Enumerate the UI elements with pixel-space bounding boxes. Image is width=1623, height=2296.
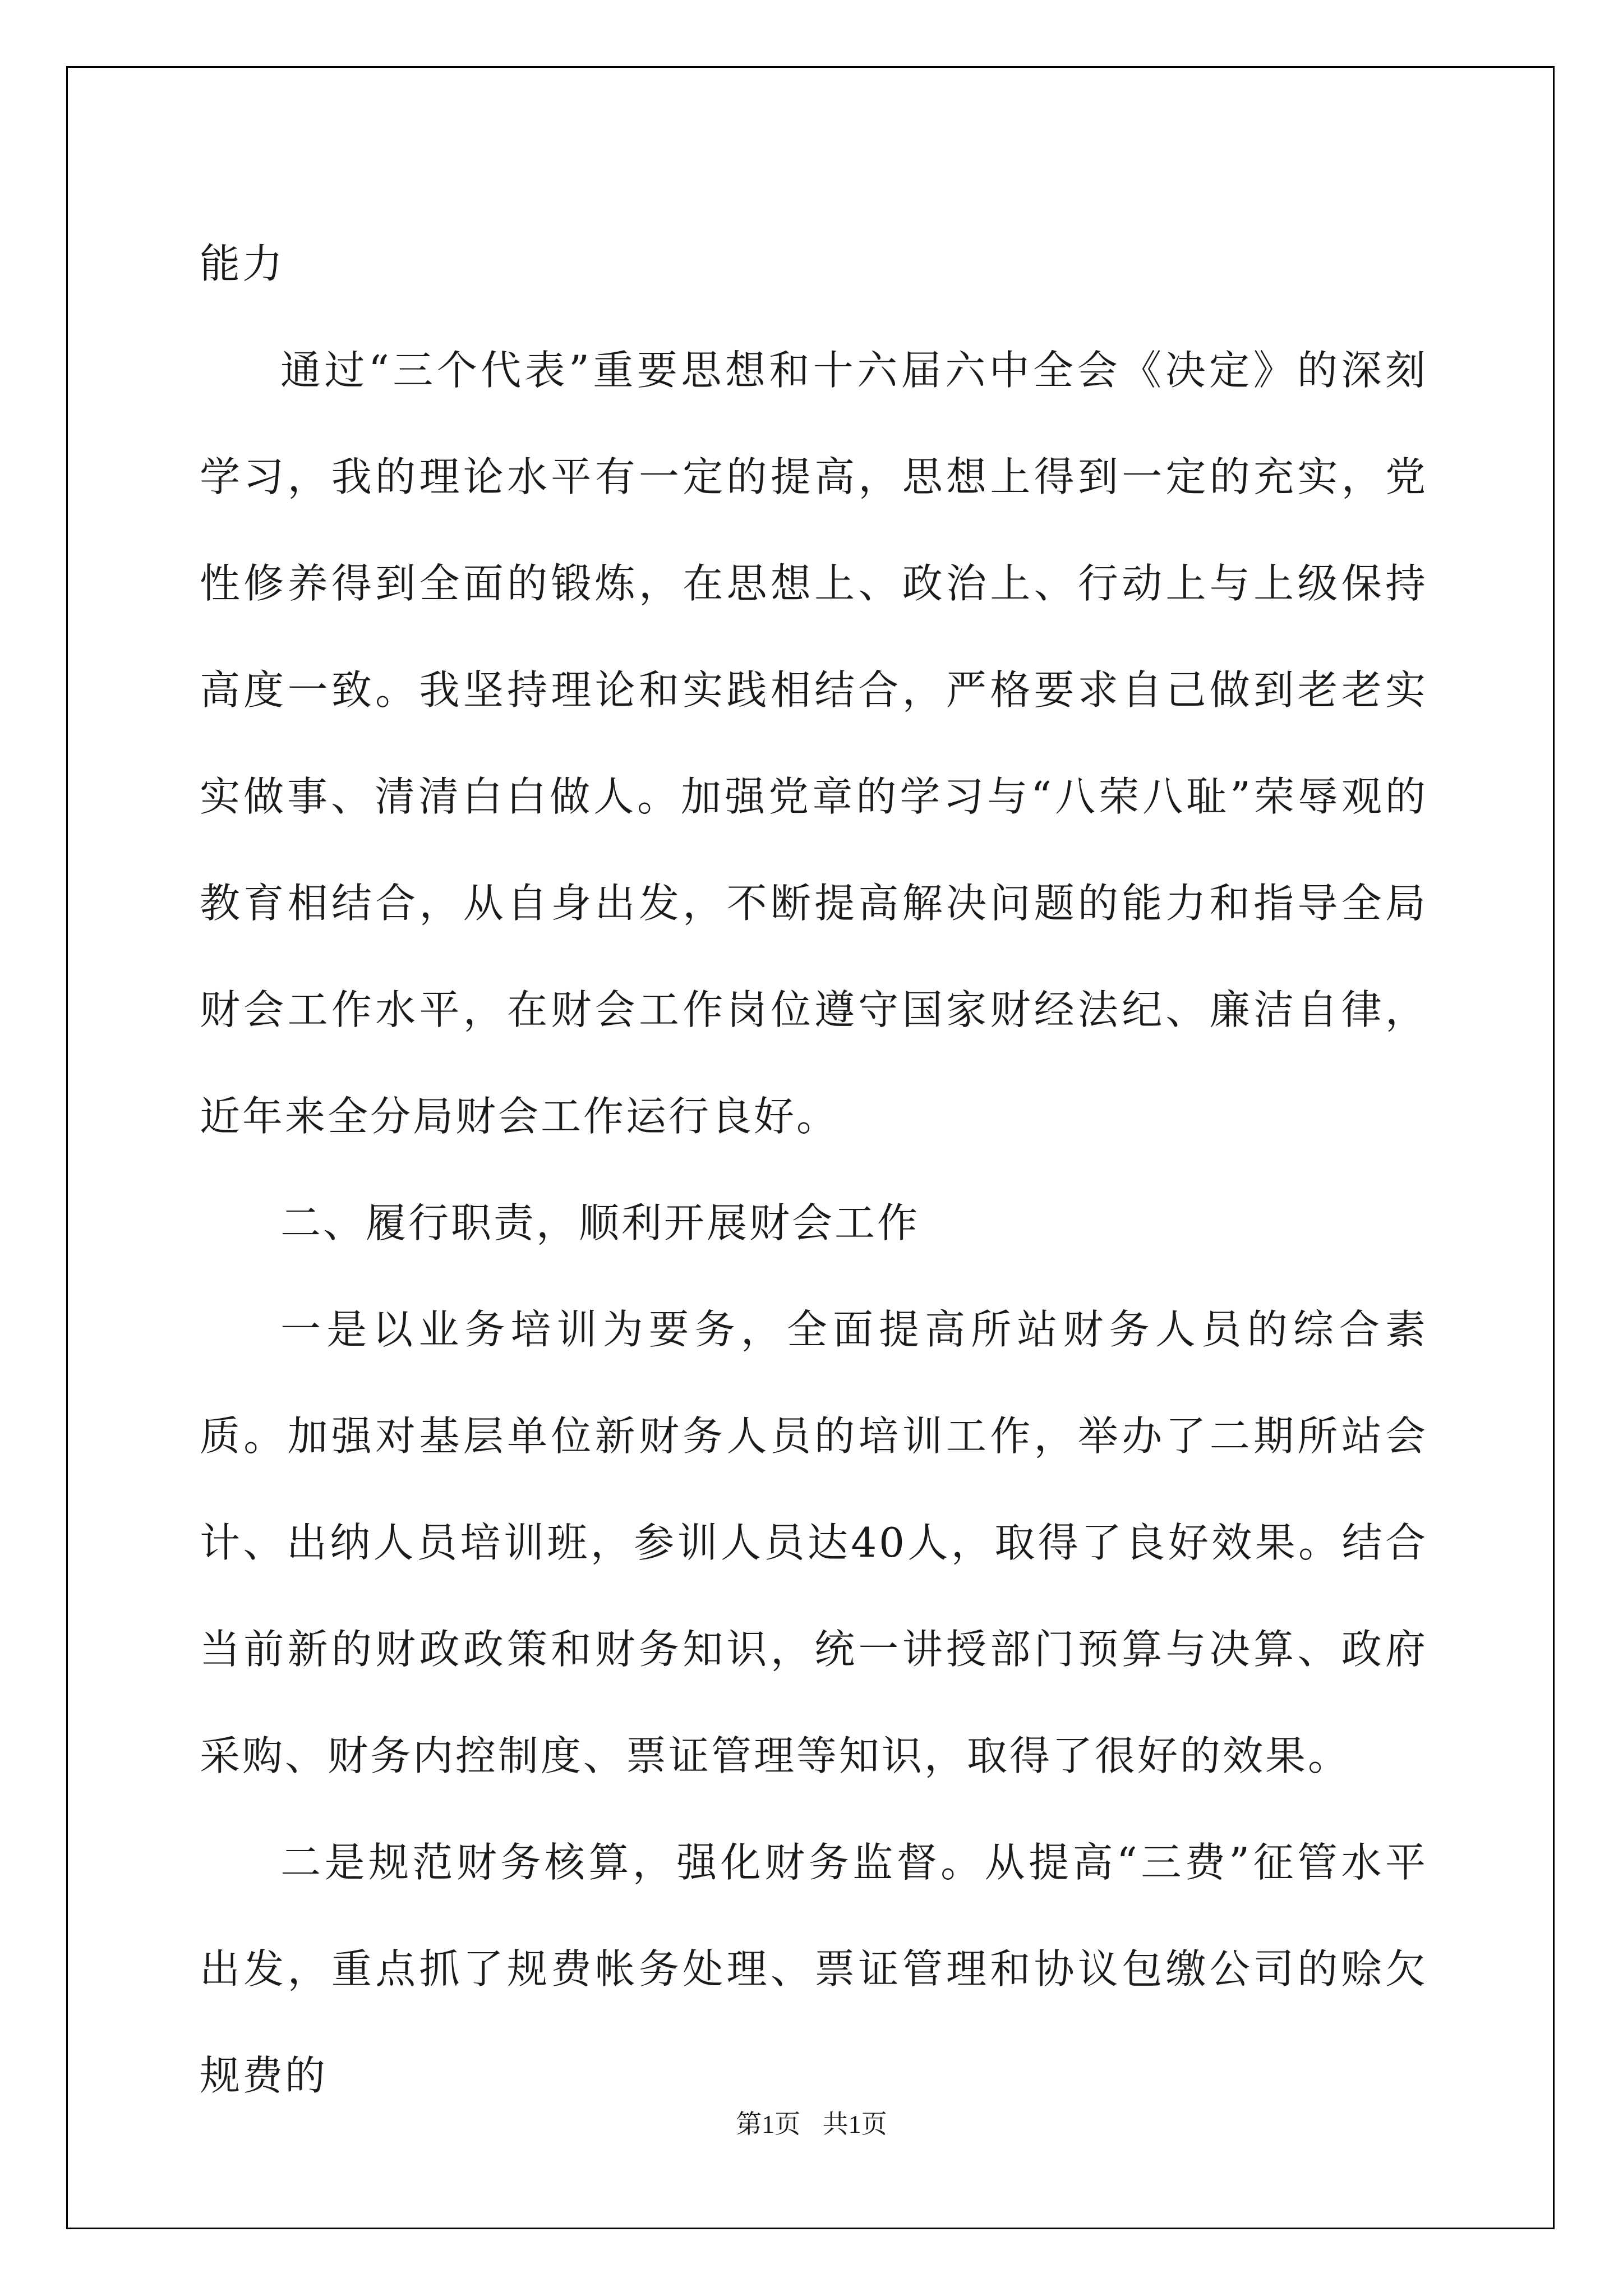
page-footer <box>0 2104 1623 2141</box>
page-number-total: 共1页 <box>822 2110 887 2138</box>
section-heading: 二、履行职责，顺利开展财会工作 <box>280 1199 920 1246</box>
paragraph-4: 二是规范财务核算，强化财务监督。从提高“三费”征管水平出发，重点抓了规费帐务处理、票证管理和协议包缴公司的赊欠规费的 <box>200 1839 1428 2099</box>
paragraph-2: 通过“三个代表”重要思想和十六届六中全会《决定》的深刻学习，我的理论水平有一定的提高，思想上得到一定的充实，党性修养得到全面的锻炼，在思想上、政治上、行动上与上级保持高度一致。我坚持理论和实践相结合，严格要求自己做到老老实实做事、清清白白做人。加强党章的学习与“八荣八耻”荣辱观的教育相结合，从自身出发，不断提高解决问题的能力和指导全局财会工作水平，在财会工作岗位遵守国家财经法纪、廉洁自律，近年来全分局财会工作运行良好。 <box>200 347 1428 1140</box>
page-number-current: 第1页 <box>736 2110 801 2138</box>
document-body <box>200 210 1428 2129</box>
paragraph-3: 一是以业务培训为要务，全面提高所站财务人员的综合素质。加强对基层单位新财务人员的培训工作，举办了二期所站会计、出纳人员培训班，参训人员达40人，取得了良好效果。结合当前新的财政政策和财务知识，统一讲授部门预算与决算、政府采购、财务内控制度、票证管理等知识，取得了很好的效果。 <box>200 1306 1428 1779</box>
paragraph-1: 能力 <box>200 240 285 287</box>
